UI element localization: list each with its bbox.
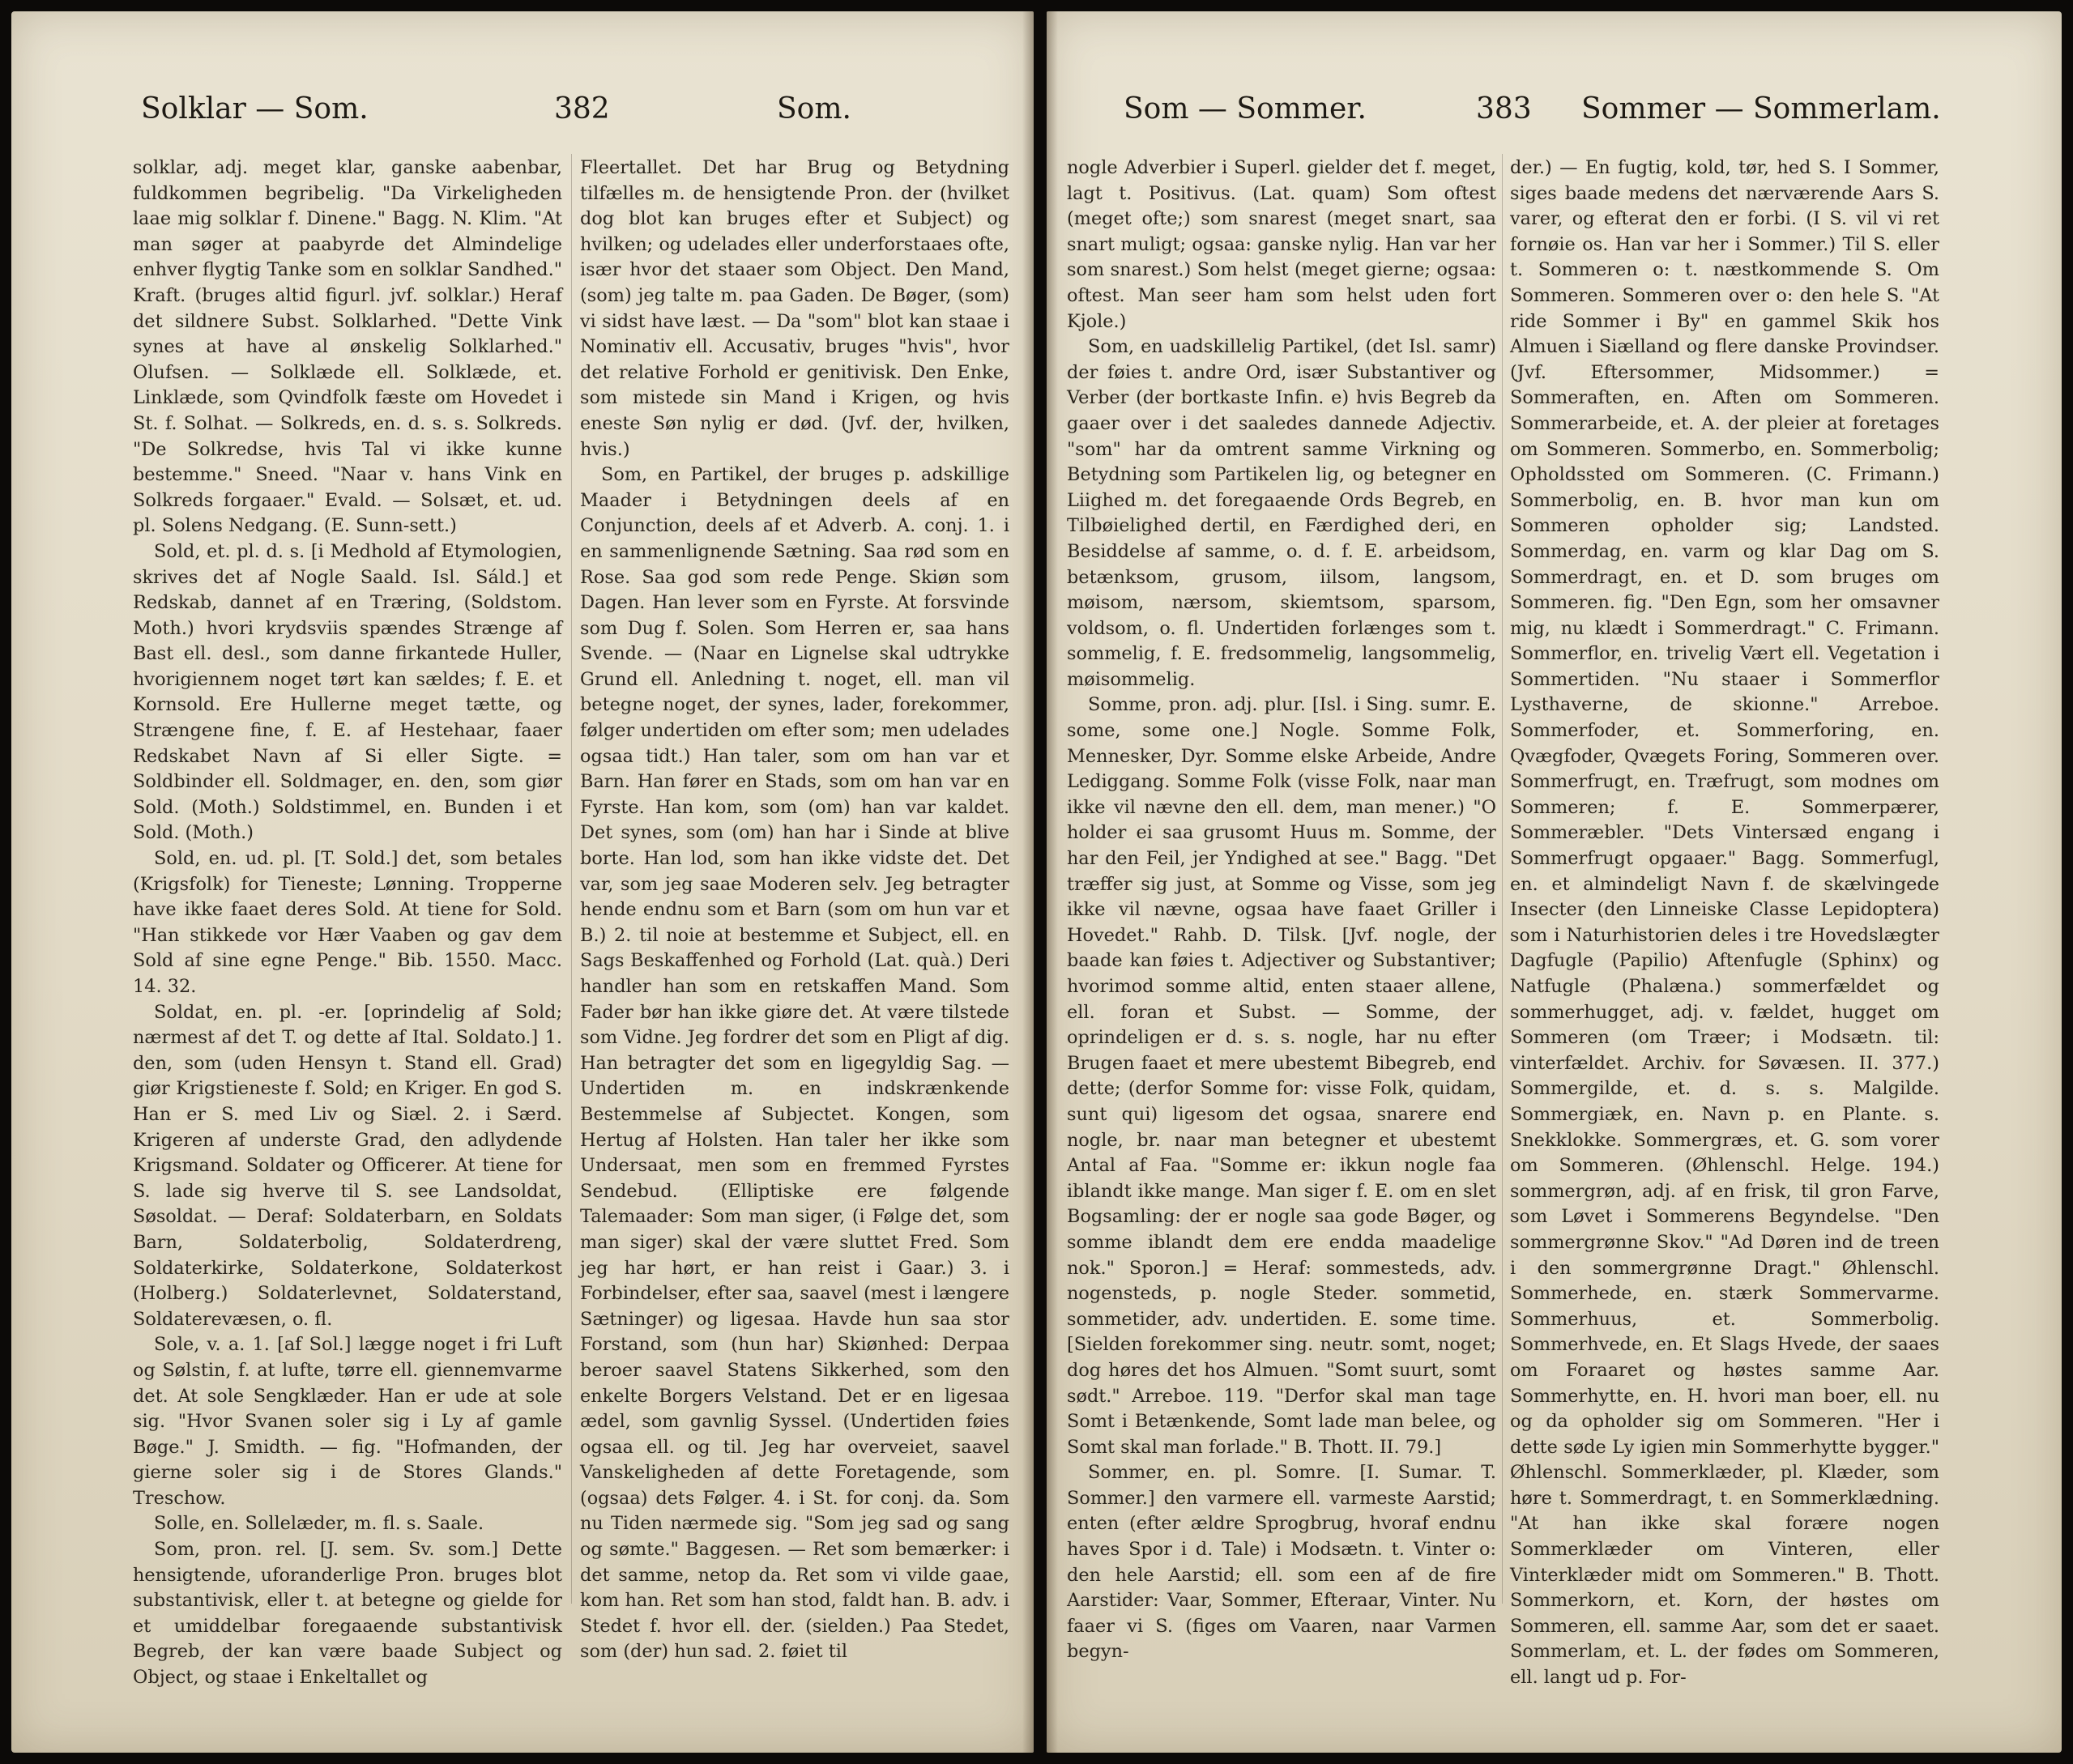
left-column-divider [571, 154, 572, 1604]
left-header-guide-words: Solklar — Som. [141, 92, 369, 126]
right-page-number: 383 [1476, 92, 1532, 126]
entry-paragraph: Somme, pron. adj. plur. [Isl. i Sing. sumr. E. some, some one.] Nogle. Somme Folk, Mennesker, Dyr. Somme elske Arbeide, Andre Lediggang. Somme Folk (visse Folk, naar man ikke vil nævne den ell. dem, man mener.) "O holder ei saa grusomt Huus m. Somme, der har den Feil, jer Yndighed at see." Bagg. "Det træffer sig just, at Somme og Visse, som jeg ikke vil nævne, ogsaa have faaet Griller i Hovedet." Rahb. D. Tilsk. [Jvf. nogle, der baade kan føies t. Adjectiver og Substantiver; hvorimod somme altid, enten staaer allene, ell. foran et Subst. — Somme, der oprindeligen er d. s. s. nogle, har nu efter Brugen faaet et mere ubestemt Bibegreb, end dette; (derfor Somme for: visse Folk, quidam, sunt qui) ligesom det ogsaa, snarere end nogle, br. naar man betegner et ubestemt Antal af Faa. "Somme er: ikkun nogle faa iblandt ikke mange. Man siger f. E. om en slet Bogsamling: der er nogle saa gode Bøger, og somme iblandt dem ere endda maadelige nok." Sporon.] = Heraf: sommesteds, adv. nogensteds, p. nogle Steder. sommetid, sommetider, adv. undertiden. E. some time. [Sielden forekommer sing. neutr. somt, noget; dog høres det hos Almuen. "Somt suurt, somt sødt." Arreboe. 119. "Derfor skal man tage Somt i Betænkende, Somt lade man belee, og Somt skal man forlade." B. Thott. II. 79.] [1067, 694, 1496, 1458]
right-page-gutter-shadow [1047, 11, 1058, 1753]
entry-paragraph: Sold, et. pl. d. s. [i Medhold af Etymologien, skrives det af Nogle Saald. Isl. Sáld.] et Redskab, dannet af en Træring, (Soldstom. Moth.) hvori krydsviis spændes Strænge af Bast ell. desl., som danne firkantede Huller, hvorigiennem noget tørt kan sældes; f. E. et Kornsold. Ere Hullerne meget tætte, og Strængene fine, f. E. af Hestehaar, faaer Redskabet Navn af Si eller Sigte. = Soldbinder ell. Soldmager, en. den, som giør Sold. (Moth.) Soldstimmel, en. Bunden i et Sold. (Moth.) [133, 540, 562, 844]
right-column-divider [1502, 154, 1503, 1604]
entry-paragraph: der.) — En fugtig, kold, tør, hed S. I Sommer, siges baade medens det nærværende Aars S. varer, og efterat den er forbi. (I S. vil vi ret fornøie os. Han var her i Sommer.) Til S. eller t. Sommeren o: t. næstkommende S. Om Sommeren. Sommeren over o: den hele S. "At ride Sommer i By" en gammel Skik hos Almuen i Siælland og flere danske Provindser. (Jvf. Eftersommer, Midsommer.) = Sommeraften, en. Aften om Sommeren. Sommerarbeide, et. A. der pleier at foretages om Sommeren. Sommerbo, en. Sommerbolig; Opholdssted om Sommeren. (C. Frimann.) Sommerbolig, en. B. hvor man kun om Sommeren opholder sig; Landsted. Sommerdag, en. varm og klar Dag om S. Sommerdragt, en. et D. som bruges om Sommeren. fig. "Den Egn, som her omsavner mig, nu klædt i Sommerdragt." C. Frimann. Sommerflor, en. trivelig Vært ell. Vegetation i Sommertiden. "Nu staaer i Sommerflor Lysthaverne, de skionne." Arreboe. Sommerfoder, et. Sommerforing, en. Qvægfoder, Qvægets Foring, Sommeren over. Sommerfrugt, en. Træfrugt, som modnes om Sommeren; f. E. Sommerpærer, Sommeræbler. "Dets Vintersæd engang i Sommerfrugt opgaaer." Bagg. Sommerfugl, en. et almindeligt Navn f. de skælvingede Insecter (den Linneiske Classe Lepidoptera) som i Naturhistorien deles i tre Hovedslægter Dagfugle (Papilio) Aftenfugle (Sphinx) og Natfugle (Phalæna.) sommerfældet og sommerhugget, adj. v. fældet, hugget om Sommeren (om Træer; i Modsætn. til: vinterfældet. Archiv. for Søvæsen. II. 377.) Sommergilde, et. d. s. s. Malgilde. Sommergiæk, en. Navn p. en Plante. s. Snekklokke. Sommergræs, et. G. som vorer om Sommeren. (Øhlenschl. Helge. 194.) sommergrøn, adj. af en frisk, til gron Farve, som Løvet i Sommerens Begyndelse. "Den sommergrønne Skov." "Ad Døren ind de treen i den sommergrønne Dragt." Øhlenschl. Sommerhede, en. stærk Sommervarme. Sommerhuus, et. Sommerbolig. Sommerhvede, en. Et Slags Hvede, der saaes om Foraaret og høstes samme Aar. Sommerhytte, en. H. hvori man boer, ell. nu og da opholder sig om Sommeren. "Her i dette søde Ly igien min Sommerhytte bygger." Øhlenschl. Sommerklæder, pl. Klæder, som høre t. Sommerdragt, t. en Sommerklædning. "At han ikke skal forære nogen Sommerklæder om Vinteren, eller Vinterklæder midt om Sommeren." B. Thott. Sommerkorn, et. Korn, der høstes om Sommeren, ell. samme Aar, som det er saaet. Sommerlam, et. L. der fødes om Sommeren, ell. langt ud p. For- [1510, 157, 1939, 1689]
left-running-header [11, 92, 1034, 141]
entry-paragraph: Soldat, en. pl. -er. [oprindelig af Sold; nærmest af det T. og dette af Ital. Soldato.] 1. den, som (uden Hensyn t. Stand ell. Grad) giør Krigstieneste f. Sold; en Kriger. En god S. Han er S. med Liv og Siæl. 2. i Særd. Krigeren af underste Grad, den adlydende Krigsmand. Soldater og Officerer. At tiene for S. lade sig hverve til S. see Landsoldat, Søsoldat. — Deraf: Soldaterbarn, en Soldats Barn, Soldaterbolig, Soldaterdreng, Soldaterkirke, Soldaterkone, Soldaterkost (Holberg.) Soldaterlevnet, Soldaterstand, Soldaterevæsen, o. fl. [133, 1001, 562, 1330]
right-header-right-words: Sommer — Sommerlam. [1581, 92, 1941, 126]
entry-paragraph: Solle, en. Sollelæder, m. fl. s. Saale. [154, 1513, 484, 1535]
entry-paragraph: solklar, adj. meget klar, ganske aabenbar, fuldkommen begribelig. "Da Virkeligheden laae mig solklar f. Dinene." Bagg. N. Klim. "At man søger at paabyrde det Almindelige enhver flygtig Tanke som en solklar Sandhed." Kraft. (bruges altid figurl. jvf. solklar.) Heraf det sildnere Subst. Solklarhed. "Dette Vink synes at have al ønskelig Solklarhed." Olufsen. — Solklæde ell. Solklæde, et. Linklæde, som Qvindfolk fæste om Hovedet i St. f. Solhat. — Solkreds, en. d. s. s. Solkreds. "De Solkredse, hvis Tal vi ikke kunne bestemme." Sneed. "Naar v. hans Vink en Solkreds forgaaer." Evald. — Solsæt, et. ud. pl. Solens Nedgang. (E. Sunn-sett.) [133, 157, 562, 537]
right-page [1047, 11, 2062, 1753]
left-page-gutter-shadow [1022, 11, 1034, 1753]
left-page-column-2 [580, 156, 1009, 1665]
entry-paragraph: Sole, v. a. 1. [af Sol.] lægge noget i fri Luft og Sølstin, f. at lufte, tørre ell. giennemvarme det. At sole Sengklæder. Han er ude at sole sig. "Hvor Svanen soler sig i Ly af gamle Bøge." J. Smidth. — fig. "Hofmanden, der gierne soler sig i de Stores Glands." Treschow. [133, 1334, 562, 1509]
entry-paragraph: Som, pron. rel. [J. sem. Sv. som.] Dette hensigtende, uforanderlige Pron. bruges blot substantivisk, eller t. at betegne og gielde for et umiddelbar foregaaende substantivisk Begreb, der kan være baade Subject og Object, og staae i Enkeltallet og [133, 1539, 562, 1689]
entry-paragraph: Som, en Partikel, der bruges p. adskillige Maader i Betydningen deels af en Conjunction, deels af et Adverb. A. conj. 1. i en sammenlignende Sætning. Saa rød som en Rose. Saa god som rede Penge. Skiøn som Dagen. Han lever som en Fyrste. At forsvinde som Dug f. Solen. Som Herren er, saa hans Svende. — (Naar en Lignelse skal udtrykke Grund ell. Anledning t. noget, ell. man vil betegne noget, der synes, lader, forekommer, følger undertiden om efter som; men udelades ogsaa tidt.) Han taler, som om han var et Barn. Han fører en Stads, som om han var en Fyrste. Han kom, som (om) han var kaldet. Det synes, som (om) han har i Sinde at blive borte. Han lod, som han ikke vidste det. Det var, som jeg saae Moderen selv. Jeg betragter hende endnu som et Barn (som om hun var et B.) 2. til noie at bestemme et Subject, ell. en Sags Beskaffenhed og Forhold (Lat. quà.) Deri handler han som en retskaffen Mand. Som Fader bør han ikke giøre det. At være tilstede som Vidne. Jeg fordrer det som en Pligt af dig. Han betragter det som en ligegyldig Sag. — Undertiden m. en indskrænkende Bestemmelse af Subjectet. Kongen, som Hertug af Holsten. Han taler her ikke som Undersaat, men som en fremmed Fyrstes Sendebud. (Elliptiske ere følgende Talemaader: Som man siger, (i Følge det, som man siger) skal der være sluttet Fred. Som jeg har hørt, er han reist i Gaar.) 3. i Forbindelser, efter saa, saavel (mest i længere Sætninger) og ligesaa. Havde hun saa stor Forstand, som (hun har) Skiønhed: Derpaa beroer saavel Statens Sikkerhed, som den enkelte Borgers Velstand. Det er en ligesaa ædel, som gavnlig Syssel. (Undertiden føies ogsaa ell. og til. Jeg har overveiet, saavel Vanskeligheden af dette Foretagende, som (ogsaa) dets Følger. 4. i St. for conj. da. Som nu Tiden nærmede sig. "Som jeg sad og sang og sømte." Baggesen. — Ret som bemærker: i det samme, netop da. Ret som vi vilde gaae, kom han. Ret som han stod, faldt han. B. adv. i Stedet f. hvor ell. der. (sielden.) Paa Stedet, som (der) hun sad. 2. føiet til [580, 464, 1009, 1663]
entry-paragraph: nogle Adverbier i Superl. gielder det f. meget, lagt t. Positivus. (Lat. quam) Som oftest (meget ofte;) som snarest (meget snart, saa snart muligt; ogsaa: ganske nylig. Han var her som snarest.) Som helst (meget gierne; ogsaa: oftest. Man seer ham som helst uden fort Kjole.) [1067, 157, 1496, 332]
entry-paragraph: Som, en uadskillelig Partikel, (det Isl. samr) der føies t. andre Ord, især Substantiver og Verber (der bortkaste Infin. e) hvis Begreb da gaaer over i det saaledes dannede Adjectiv. "som" har da omtrent samme Virkning og Betydning som Partikelen lig, og betegner en Liighed m. det foregaaende Ords Begreb, en Tilbøielighed dertil, en Færdighed deri, en Besiddelse af samme, o. d. f. E. arbeidsom, betænksom, grusom, iilsom, langsom, møisom, nærsom, skiemtsom, sparsom, voldsom, o. fl. Undertiden forlænges som t. sommelig, f. E. fredsommelig, langsommelig, møisommelig. [1067, 336, 1496, 690]
right-running-header [1047, 92, 2062, 141]
right-page-column-2 [1510, 156, 1939, 1691]
entry-paragraph: Sommer, en. pl. Somre. [I. Sumar. T. Sommer.] den varmere ell. varmeste Aarstid; enten (efter ældre Sprogbrug, hvoraf endnu haves Spor i d. Tale) i Modsætn. t. Vinter o: den hele Aarstid; ell. som een af de fire Aarstider: Vaar, Sommer, Efteraar, Vinter. Nu faaer vi S. (figes om Vaaren, naar Varmen begyn- [1067, 1462, 1496, 1663]
right-header-guide-words: Som — Sommer. [1124, 92, 1367, 126]
right-page-column-1 [1067, 156, 1496, 1665]
left-page-column-1 [133, 156, 562, 1691]
entry-paragraph: Sold, en. ud. pl. [T. Sold.] det, som betales (Krigsfolk) for Tieneste; Lønning. Tropperne have ikke faaet deres Sold. At tiene for Sold. "Han stikkede vor Hær Vaaben og gav dem Sold af sine egne Penge." Bib. 1550. Macc. 14. 32. [133, 848, 562, 997]
left-page-number: 382 [554, 92, 610, 126]
entry-paragraph: Fleertallet. Det har Brug og Betydning tilfælles m. de hensigtende Pron. der (hvilket dog blot kan bruges efter et Subject) og hvilken; og udelades eller underforstaaes ofte, især hvor det staaer som Object. Den Mand, (som) jeg talte m. paa Gaden. De Bøger, (som) vi sidst have læst. — Da "som" blot kan staae i Nominativ ell. Accusativ, bruges "hvis", hvor det relative Forhold er genitivisk. Den Enke, som mistede sin Mand i Krigen, og hvis eneste Søn nylig er død. (Jvf. der, hvilken, hvis.) [580, 157, 1009, 460]
left-header-right-word: Som. [777, 92, 851, 126]
left-page [11, 11, 1034, 1753]
